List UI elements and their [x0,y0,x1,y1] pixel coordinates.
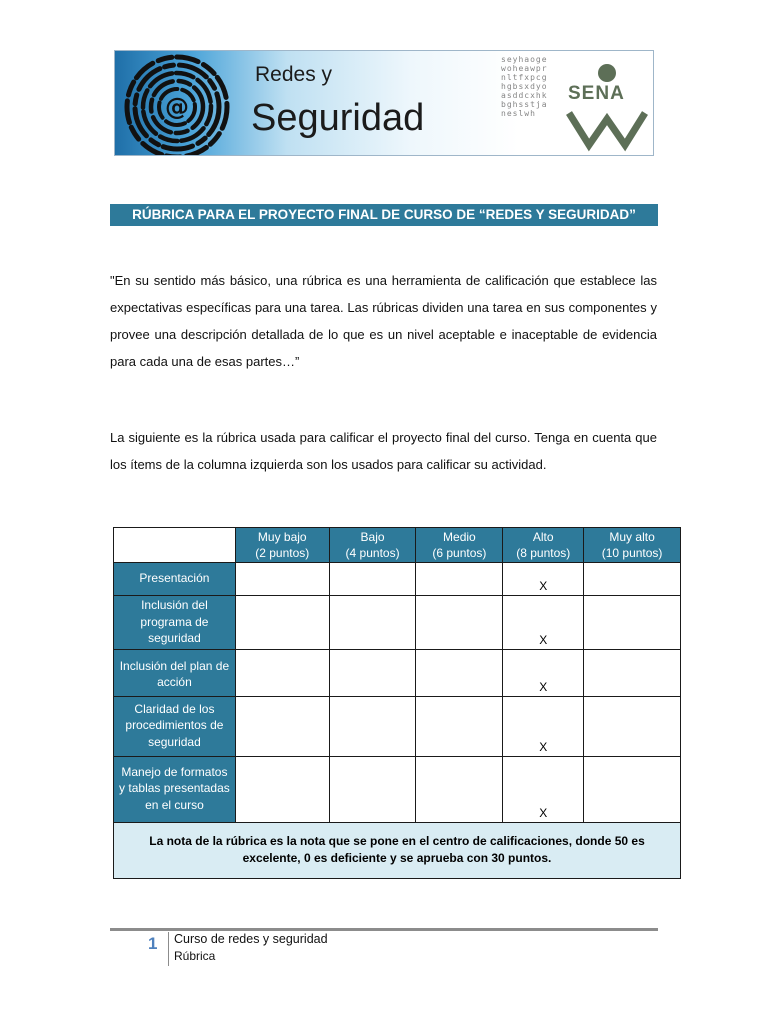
rubric-score-cell: X [503,756,584,822]
rubric-header-cell: Medio (6 puntos) [416,528,503,563]
rubric-header-cell: Muy bajo (2 puntos) [235,528,329,563]
rubric-note-row [114,822,681,878]
document-title: RÚBRICA PARA EL PROYECTO FINAL DE CURSO DE “REDES Y SEGURIDAD” [110,204,658,226]
rubric-score-cell [329,756,416,822]
rubric-header-cell: Bajo (4 puntos) [329,528,416,563]
intro-paragraph: La siguiente es la rúbrica usada para calificar el proyecto final del curso. Tenga en cuenta que los ítems de la columna izquierda son los usados para calificar su actividad. [110,430,657,472]
svg-text:@: @ [165,93,189,121]
quote-paragraph: "En su sentido más básico, una rúbrica es una herramienta de calificación que establece las expectativas específicas para una tarea. Las rúbricas dividen una tarea en sus componentes y provee una descripción detallada de lo que es un nivel aceptable e inaceptable de evidencia para cada una de esas partes…” [110,273,657,369]
sena-logo-text: SENA [568,83,625,104]
rubric-score-cell: X [503,596,584,650]
rubric-score-cell [235,649,329,696]
rubric-note: La nota de la rúbrica es la nota que se pone en el centro de calificaciones, donde 50 es excelente, 0 es deficiente y se aprueba con 30 puntos. [114,822,681,878]
banner-title-line1: Redes y [255,63,333,86]
rubric-row [114,756,681,822]
rubric-score-cell: X [503,649,584,696]
rubric-criterion: Manejo de formatos y tablas presentadas en el curso [114,756,236,822]
header-banner [114,50,654,156]
rubric-row [114,596,681,650]
footer-rule [110,928,658,931]
footer-separator [168,932,169,966]
rubric-score-cell [584,563,681,596]
banner-decorative-letters: seyhaogewoheawprnltfxpcghgbsxdyoasddcxhkbghsstjaneslwh [501,55,548,118]
rubric-row [114,696,681,756]
rubric-criterion: Inclusión del programa de seguridad [114,596,236,650]
rubric-score-cell [416,696,503,756]
rubric-header-cell: Muy alto (10 puntos) [584,528,681,563]
rubric-score-cell: X [503,563,584,596]
banner-title-line2: Seguridad [251,97,425,139]
rubric-corner-cell [114,528,236,563]
rubric-score-cell [416,596,503,650]
rubric-score-cell [416,563,503,596]
rubric-score-cell [416,756,503,822]
rubric-score-cell [329,596,416,650]
footer-doc-name: Rúbrica [174,949,216,963]
rubric-score-cell [329,563,416,596]
rubric-score-cell [584,649,681,696]
rubric-score-cell: X [503,696,584,756]
rubric-score-cell [329,649,416,696]
fingerprint-at-icon [115,51,245,156]
sena-logo [563,59,653,154]
rubric-row [114,563,681,596]
sena-logo-icon [563,59,653,154]
rubric-criterion: Claridad de los procedimientos de seguridad [114,696,236,756]
rubric-score-cell [416,649,503,696]
rubric-score-cell [235,696,329,756]
footer-course-name: Curso de redes y seguridad [174,932,328,946]
rubric-header-cell: Alto (8 puntos) [503,528,584,563]
rubric-row [114,649,681,696]
rubric-score-cell [584,596,681,650]
rubric-criterion: Presentación [114,563,236,596]
rubric-score-cell [329,696,416,756]
rubric-criterion: Inclusión del plan de acción [114,649,236,696]
rubric-header-row [114,528,681,563]
rubric-score-cell [584,696,681,756]
rubric-score-cell [584,756,681,822]
rubric-score-cell [235,756,329,822]
rubric-score-cell [235,563,329,596]
page-number: 1 [148,934,158,953]
rubric-score-cell [235,596,329,650]
rubric-table [113,527,681,879]
